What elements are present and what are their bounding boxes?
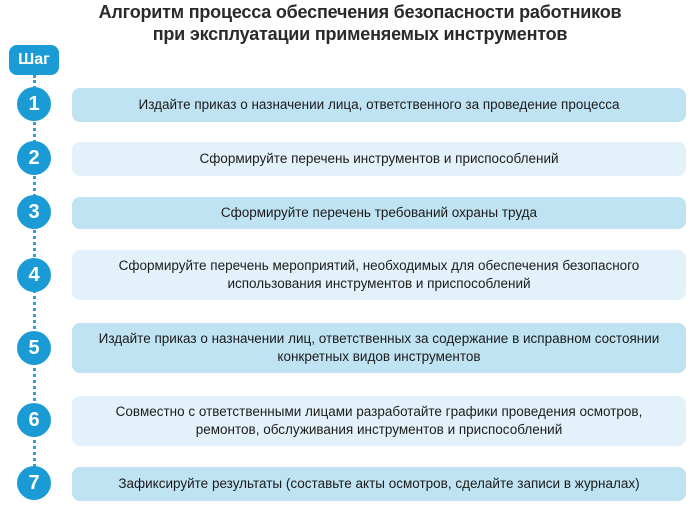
step-text-box: Сформируйте перечень требований охраны труда (72, 197, 686, 229)
step-number-badge: 2 (17, 141, 51, 175)
title-line-2: при эксплуатации применяемых инструментов (152, 24, 568, 44)
step-number-badge: 5 (17, 331, 51, 365)
step-text-box: Издайте приказ о назначении лица, ответственного за проведение процесса (72, 88, 686, 122)
step-header-badge: Шаг (9, 45, 59, 75)
step-number-badge: 4 (17, 258, 51, 292)
step-text-box: Издайте приказ о назначении лиц, ответственных за содержание в исправном состоянии конкретных видов инструментов (72, 323, 686, 373)
step-number-badge: 3 (17, 195, 51, 229)
step-number-badge: 1 (17, 87, 51, 121)
step-text-box: Совместно с ответственными лицами разработайте графики проведения осмотров, ремонтов, обслуживания инструментов и приспособлений (72, 396, 686, 446)
step-text-box: Сформируйте перечень инструментов и приспособлений (72, 142, 686, 176)
step-number-badge: 6 (17, 403, 51, 437)
step-number-badge: 7 (17, 466, 51, 500)
step-text-box: Зафиксируйте результаты (составьте акты осмотров, сделайте записи в журналах) (72, 467, 686, 501)
diagram-title (60, 1, 660, 45)
title-line-1: Алгоритм процесса обеспечения безопасности работников (98, 2, 622, 22)
step-text-box: Сформируйте перечень мероприятий, необходимых для обеспечения безопасного использования инструментов и приспособлений (72, 250, 686, 300)
